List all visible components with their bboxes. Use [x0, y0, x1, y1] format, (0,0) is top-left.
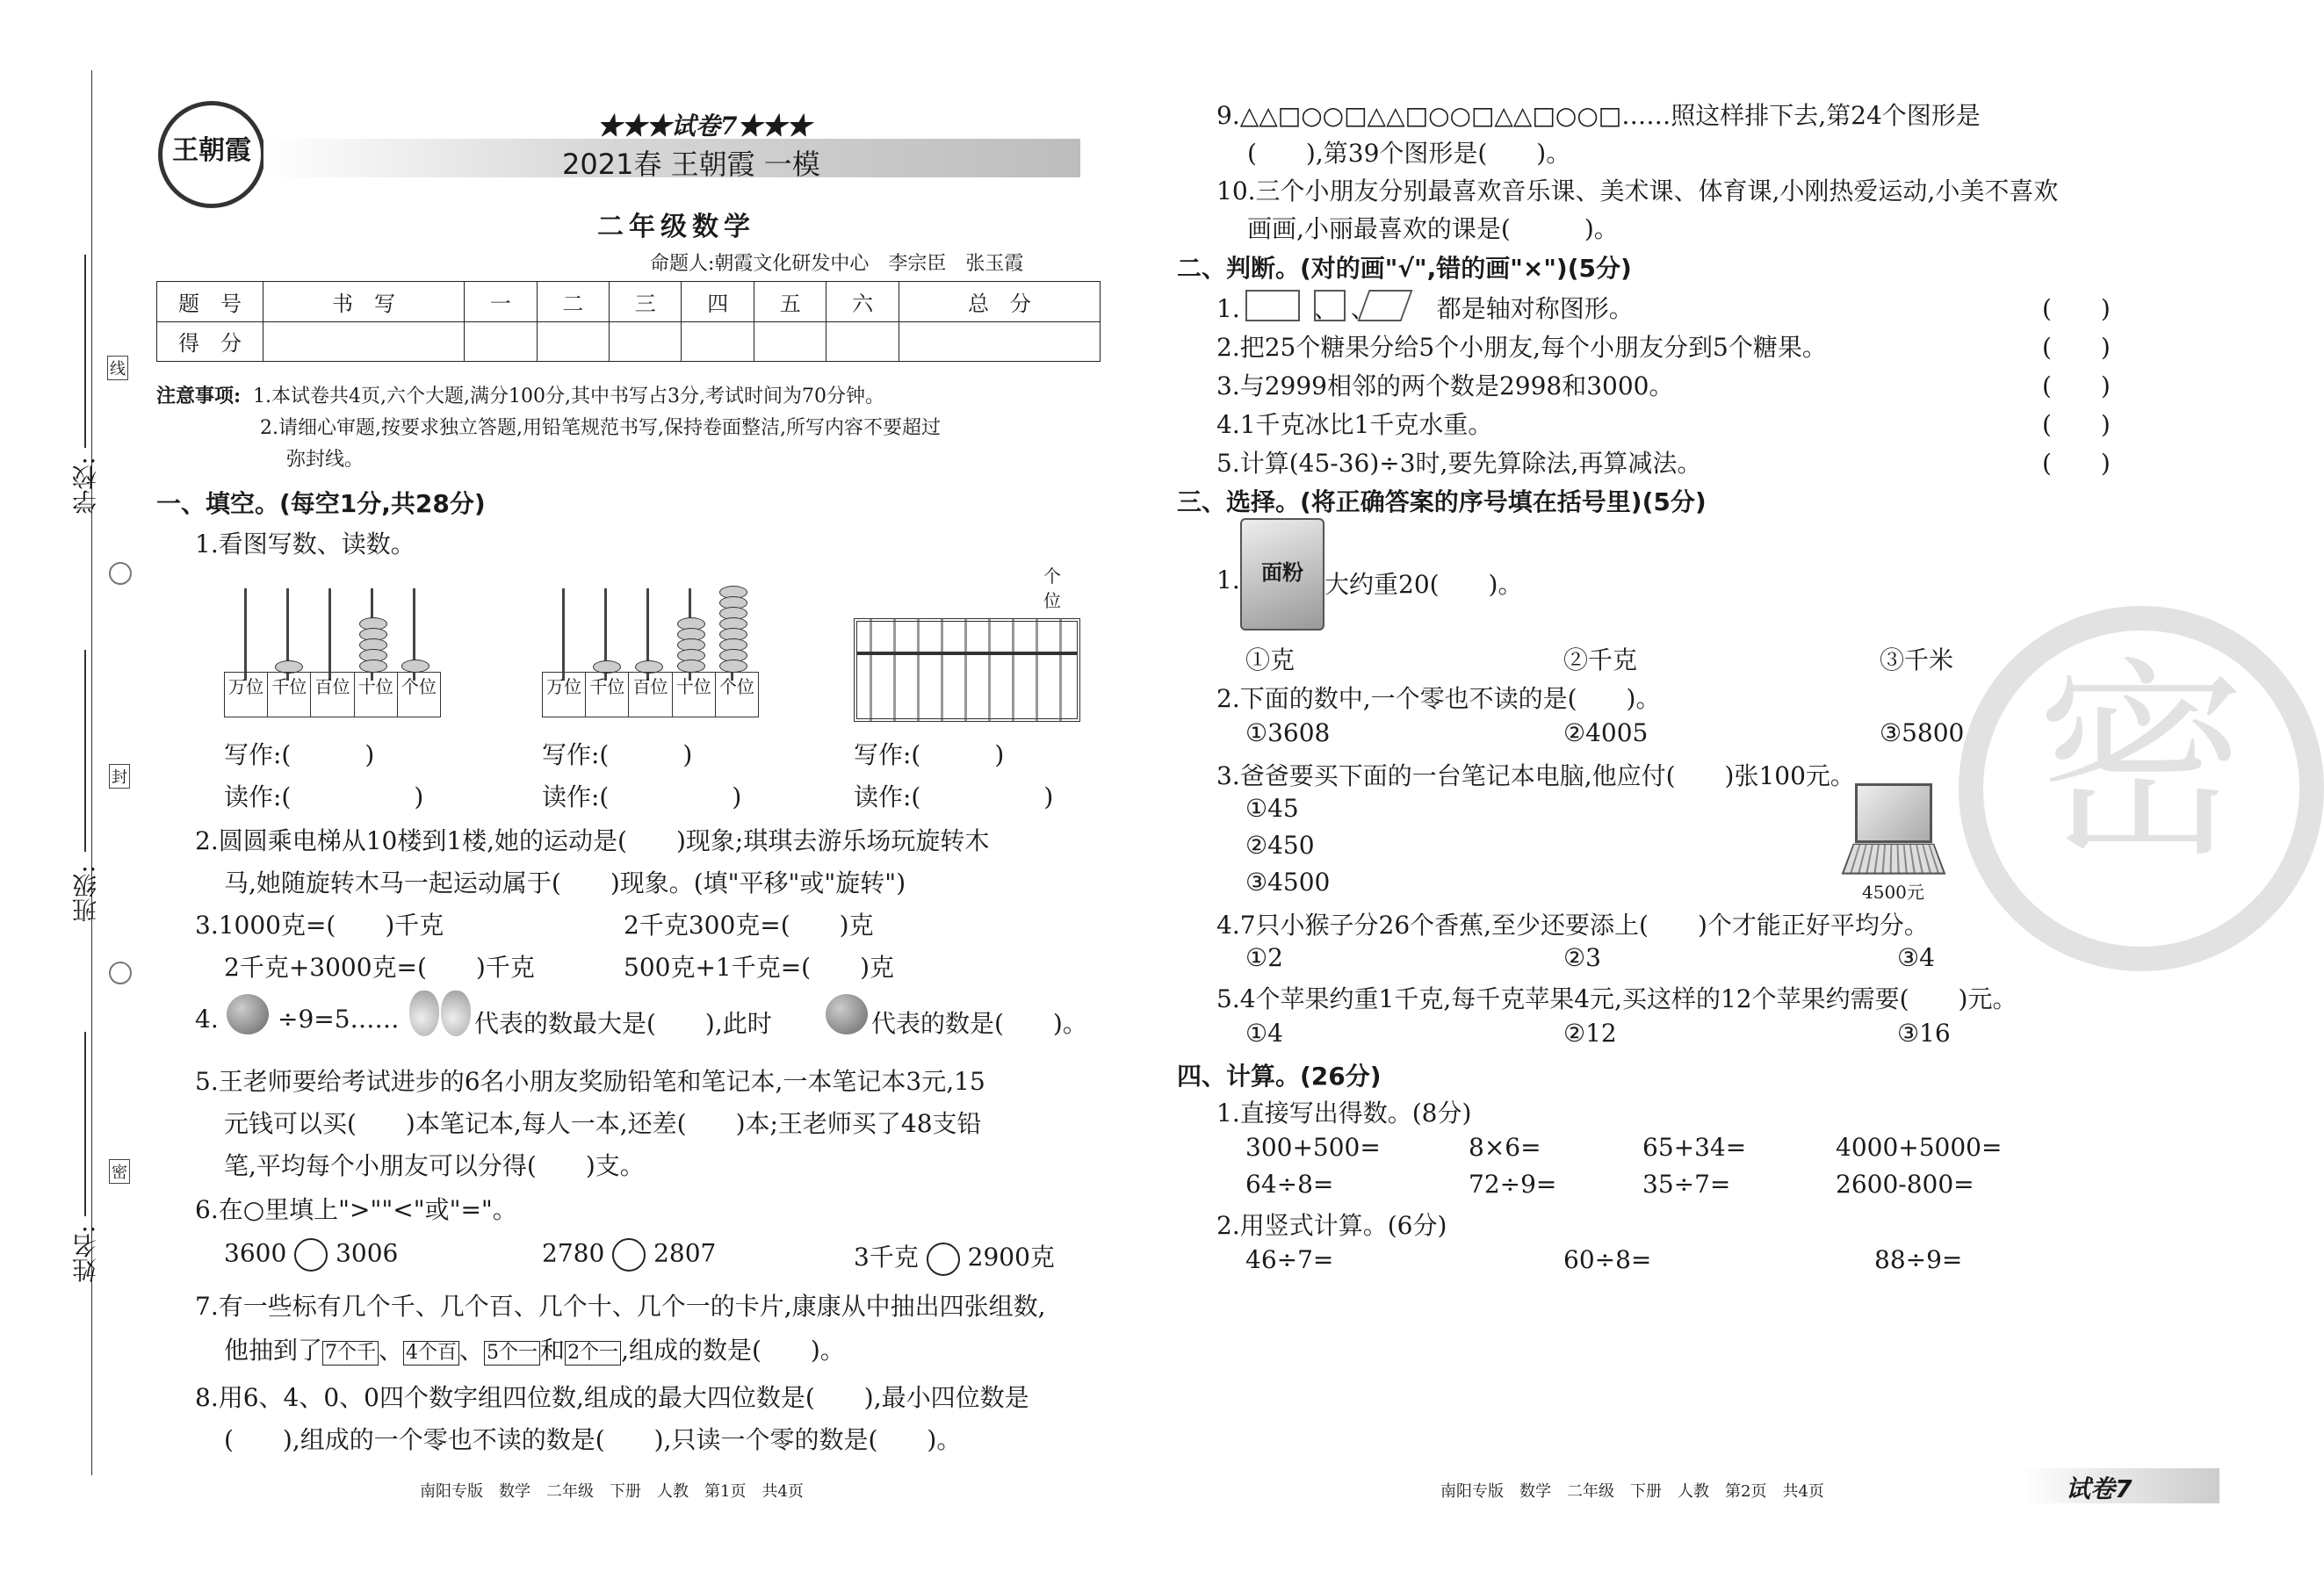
question-3-a1: 3.1000克=( )千克 [195, 911, 444, 940]
school-field[interactable] [84, 255, 86, 448]
watermark-text: 密 [2035, 639, 2247, 885]
exam-title: 2021春 王朝霞 一模 [562, 148, 820, 181]
abacus-label: 万位 [543, 673, 586, 717]
class-label: 班级: [71, 865, 100, 923]
calc-item[interactable]: 8×6= [1469, 1133, 1541, 1162]
footer-tag: 试卷7 [2066, 1474, 2133, 1503]
flour-bag-icon [1240, 518, 1324, 631]
abacus-label: 百位 [311, 673, 354, 717]
question-9-line1: 9.△△□○○□△△□○○□△△□○○□……照这样排下去,第24个图形是 [1216, 101, 1981, 130]
table-cell: 总 分 [899, 282, 1100, 322]
question-2-line2: 马,她随旋转木马一起运动属于( )现象。(填"平移"或"旋转") [224, 868, 906, 897]
calc-2-title: 2.用竖式计算。(6分) [1216, 1211, 1447, 1240]
pear-icon [409, 991, 439, 1036]
footer-right: 南阳专版 数学 二年级 下册 人教 第2页 共4页 [1440, 1482, 1824, 1501]
table-cell: 书 写 [263, 282, 465, 322]
choice-5-text: 5.4个苹果约重1千克,每千克苹果4元,买这样的12个苹果约需要( )元。 [1216, 984, 2017, 1013]
judge-answer[interactable]: ( ) [2042, 371, 2111, 400]
suanpan [854, 618, 1080, 722]
choice-2-text: 2.下面的数中,一个零也不读的是( )。 [1216, 684, 1661, 713]
choice-option[interactable]: ①45 [1245, 794, 1299, 823]
score-input[interactable] [537, 321, 609, 362]
question-10-line1: 10.三个小朋友分别最喜欢音乐课、美术课、体育课,小刚热爱运动,小美不喜欢 [1216, 177, 2059, 205]
abacus-label: 十位 [673, 673, 716, 717]
watermark [1959, 606, 2324, 971]
abacus-label: 十位 [355, 673, 398, 717]
choice-1-num: 1. [1216, 566, 1240, 595]
flour-label: 面粉 [1261, 559, 1303, 585]
q7-post: ,组成的数是( )。 [621, 1336, 845, 1365]
compare-right: 3006 [336, 1238, 399, 1268]
read-answer-2[interactable]: 读作:( ) [542, 782, 742, 811]
compare-left: 2780 [542, 1238, 605, 1268]
question-3-b2: 500克+1千克=( )克 [624, 953, 895, 982]
laptop-price: 4500元 [1862, 882, 1924, 903]
judge-item: 2.把25个糖果分给5个小朋友,每个小朋友分到5个糖果。 [1216, 333, 1827, 362]
compare-circle[interactable] [927, 1243, 960, 1276]
question-4-num: 4. [195, 1005, 219, 1034]
calc-item[interactable]: 60÷8= [1563, 1245, 1652, 1274]
section3-title: 三、选择。(将正确答案的序号填在括号里)(5分) [1177, 487, 1707, 516]
judge-item: 5.计算(45-36)÷3时,要先算除法,再算减法。 [1216, 449, 1702, 478]
laptop-base-icon [1842, 844, 1946, 875]
abacus-label: 个位 [718, 676, 754, 697]
question-4-text: 代表的数最大是( ),此时 [474, 1009, 772, 1038]
calc-item[interactable]: 35÷7= [1642, 1170, 1731, 1199]
choice-option[interactable]: ①4 [1245, 1019, 1283, 1048]
score-input[interactable] [610, 321, 682, 362]
question-7-line1: 7.有一些标有几个千、几个百、几个十、几个一的卡片,康康从中抽出四张组数, [195, 1292, 1046, 1321]
judge-item: 1. 、 、 都是轴对称图形。 [1216, 294, 1634, 323]
apple-icon [826, 994, 868, 1034]
choice-option[interactable]: ①2 [1245, 943, 1283, 972]
compare-left: 3600 [224, 1238, 287, 1268]
abacus-label: 千位 [268, 673, 311, 717]
read-answer-1[interactable]: 读作:( ) [224, 782, 424, 811]
table-cell: 一 [465, 282, 537, 322]
score-input[interactable] [826, 321, 899, 362]
question-4-end: 代表的数是( )。 [871, 1009, 1087, 1038]
name-label: 姓名: [71, 1225, 100, 1283]
score-input[interactable] [263, 321, 465, 362]
score-header-row [157, 282, 1101, 322]
choice-option[interactable]: ③千米 [1880, 645, 1954, 674]
calc-item[interactable]: 72÷9= [1469, 1170, 1557, 1199]
choice-option[interactable]: ②4005 [1563, 718, 1649, 747]
class-field[interactable] [84, 650, 86, 852]
question-3-b1: 2千克+3000克=( )千克 [224, 953, 535, 982]
card: 5个一 [484, 1341, 540, 1366]
judge-answer[interactable]: ( ) [2042, 294, 2111, 323]
score-input[interactable] [465, 321, 537, 362]
abacus-2 [542, 580, 757, 720]
choice-option[interactable]: ②3 [1563, 943, 1601, 972]
read-answer-3[interactable]: 读作:( ) [854, 782, 1054, 811]
card: 4个百 [403, 1341, 459, 1366]
calc-item[interactable]: 64÷8= [1245, 1170, 1334, 1199]
laptop-icon [1855, 783, 1932, 843]
choice-option[interactable]: ②450 [1245, 831, 1315, 860]
logo-text: 王朝霞 [172, 135, 251, 166]
choice-3-text: 3.爸爸要买下面的一台笔记本电脑,他应付( )张100元。 [1216, 761, 1855, 790]
judge-item: 4.1千克冰比1千克水重。 [1216, 410, 1493, 439]
score-input[interactable] [899, 321, 1100, 362]
choice-4-text: 4.7只小猴子分26个香蕉,至少还要添上( )个才能正好平均分。 [1216, 911, 1929, 940]
choice-option[interactable]: ②12 [1563, 1019, 1617, 1048]
table-cell: 题 号 [157, 282, 263, 322]
binding-mark-seal: 封 [109, 764, 130, 789]
abacus-label: 百位 [629, 673, 672, 717]
note-item: 2.请细心审题,按要求独立答题,用铅笔规范书写,保持卷面整洁,所写内容不要超过 [260, 417, 941, 439]
abacus-label: 万位 [225, 673, 268, 717]
subject-title: 二年级数学 [597, 212, 755, 242]
table-cell: 六 [826, 282, 899, 322]
choice-option[interactable]: ③5800 [1880, 718, 1965, 747]
pear-icon [441, 991, 471, 1036]
question-5-line1: 5.王老师要给考试进步的6名小朋友奖励铅笔和笔记本,一本笔记本3元,15 [195, 1067, 985, 1096]
series-label: ★★★试卷7★★★ [597, 112, 812, 141]
compare-left: 3千克 [854, 1243, 919, 1272]
question-8-line1: 8.用6、4、0、0四个数字组四位数,组成的最大四位数是( ),最小四位数是 [195, 1383, 1029, 1412]
write-answer-2[interactable]: 写作:( ) [542, 740, 693, 769]
calc-item[interactable]: 65+34= [1642, 1133, 1747, 1162]
judge-answer[interactable]: ( ) [2042, 333, 2111, 362]
question-6: 6.在○里填上">""<"或"="。 [195, 1195, 517, 1224]
choice-1-text: 大约重20( )。 [1324, 570, 1523, 599]
footer-left: 南阳专版 数学 二年级 下册 人教 第1页 共4页 [420, 1482, 804, 1501]
question-9-line2: ( ),第39个图形是( )。 [1247, 139, 1571, 168]
abacus-label: 千位 [586, 673, 629, 717]
section2-title: 二、判断。(对的画"√",错的画"×")(5分) [1177, 254, 1632, 283]
apple-icon [227, 994, 269, 1034]
notes-label: 注意事项: [156, 385, 242, 407]
judge-answer[interactable]: ( ) [2042, 449, 2111, 478]
calc-item[interactable]: 46÷7= [1245, 1245, 1334, 1274]
score-table [156, 281, 1101, 362]
table-cell: 四 [682, 282, 754, 322]
binding-mark-secret: 密 [109, 1159, 130, 1184]
choice-option[interactable]: ①3608 [1245, 718, 1331, 747]
question-4-eq: ÷9=5…… [278, 1005, 400, 1034]
section1-title: 一、填空。(每空1分,共28分) [156, 489, 486, 518]
square-shape [1314, 290, 1346, 321]
compare-circle[interactable] [294, 1238, 328, 1272]
score-input[interactable] [682, 321, 754, 362]
card: 2个一 [565, 1341, 621, 1366]
judge-item: 3.与2999相邻的两个数是2998和3000。 [1216, 371, 1674, 400]
choice-option[interactable]: ③16 [1897, 1019, 1951, 1048]
note-item: 弥封线。 [286, 449, 364, 471]
choice-option[interactable]: ①克 [1245, 645, 1296, 674]
binding-mark-line: 线 [107, 356, 128, 380]
calc-item[interactable]: 2600-800= [1836, 1170, 1974, 1199]
calc-item[interactable]: 4000+5000= [1836, 1133, 2003, 1162]
compare-right: 2900克 [967, 1243, 1055, 1272]
calc-item[interactable]: 88÷9= [1874, 1245, 1963, 1274]
question-5-line2: 元钱可以买( )本笔记本,每人一本,还差( )本;王老师买了48支铅 [224, 1109, 982, 1138]
compare-item [854, 1238, 1055, 1276]
compare-item [542, 1238, 716, 1272]
rectangle-shape [1245, 290, 1300, 321]
choice-option[interactable]: ③4 [1897, 943, 1935, 972]
compare-right: 2807 [653, 1238, 717, 1268]
note-item: 1.本试卷共4页,六个大题,满分100分,其中书写占3分,考试时间为70分钟。 [253, 386, 884, 407]
calc-1-title: 1.直接写出得数。(8分) [1216, 1099, 1472, 1128]
section4-title: 四、计算。(26分) [1177, 1062, 1382, 1091]
question-2-line1: 2.圆圆乘电梯从10楼到1楼,她的运动是( )现象;琪琪去游乐场玩旋转木 [195, 826, 990, 855]
name-field[interactable] [84, 1032, 86, 1216]
write-answer-1[interactable]: 写作:( ) [224, 740, 375, 769]
binding-ring-icon [109, 962, 132, 984]
choice-option[interactable]: ③4500 [1245, 868, 1331, 897]
choice-option[interactable]: ②千克 [1563, 645, 1638, 674]
card: 7个千 [322, 1341, 379, 1366]
question-1: 1.看图写数、读数。 [195, 530, 415, 558]
table-cell: 二 [537, 282, 609, 322]
table-cell: 三 [610, 282, 682, 322]
compare-circle[interactable] [612, 1238, 646, 1272]
calc-item[interactable]: 300+500= [1245, 1133, 1381, 1162]
question-5-line3: 笔,平均每个小朋友可以分得( )支。 [224, 1151, 645, 1180]
question-10-line2: 画画,小丽最喜欢的课是( )。 [1247, 214, 1619, 243]
table-cell: 五 [754, 282, 826, 322]
school-label: 学校: [71, 457, 100, 515]
table-cell: 得 分 [157, 321, 263, 362]
suanpan-label: 个位 [1043, 566, 1061, 611]
question-8-line2: ( ),组成的一个零也不读的数是( ),只读一个零的数是( )。 [224, 1425, 962, 1454]
abacus-label: 个位 [401, 676, 437, 697]
compare-item [224, 1238, 398, 1272]
authors: 命题人:朝霞文化研发中心 李宗臣 张玉霞 [650, 253, 1024, 275]
question-3-a2: 2千克300克=( )克 [624, 911, 874, 940]
score-value-row [157, 321, 1101, 362]
logo [158, 101, 265, 208]
write-answer-3[interactable]: 写作:( ) [854, 740, 1005, 769]
abacus-1 [224, 580, 439, 720]
binding-ring-icon [109, 562, 132, 585]
q7-pre: 他抽到了 [224, 1336, 323, 1365]
judge-answer[interactable]: ( ) [2042, 410, 2111, 439]
question-7-line2: 他抽到了 7个千 、 4个百 、 5个一 和 2个一 ,组成的数是( )。 [224, 1336, 845, 1365]
score-input[interactable] [754, 321, 826, 362]
